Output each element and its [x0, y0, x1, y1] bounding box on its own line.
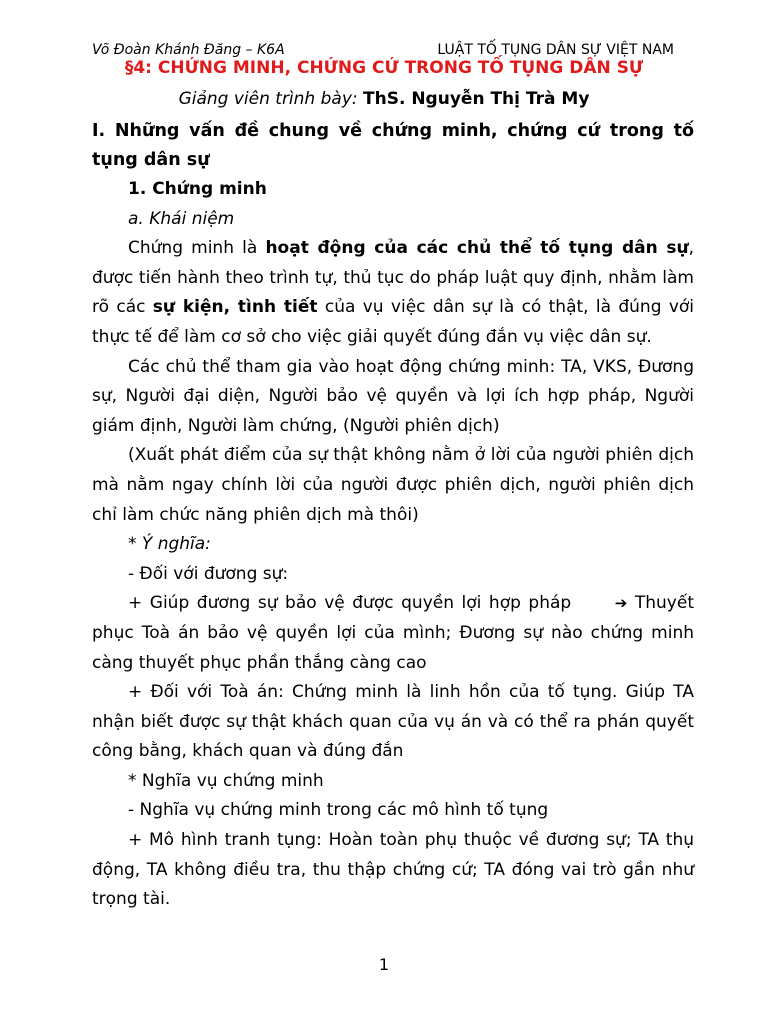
lecturer-name: ThS. Nguyễn Thị Trà My [363, 89, 590, 109]
definition-part-a: Chứng minh là [128, 238, 266, 259]
meaning-heading-italic: Ý nghĩa: [141, 534, 211, 555]
lecturer-label: Giảng viên trình bày: [178, 89, 364, 109]
document-title: §4: CHỨNG MINH, CHỨNG CỨ TRONG TỐ TỤNG DÂN SỰ [124, 58, 644, 78]
definition-part-e: của vụ việc dân sự là có thật, là đúng với thực tế để làm cơ sở cho việc giải quyết đúng đắn vụ việc dân sự. [92, 297, 695, 347]
document-body [92, 117, 694, 915]
benefit-part-b: Thuyết phục Toà án bảo vệ quyền lợi của mình; Đương sự nào chứng minh càng thuyết phục phần thắng càng cao [92, 593, 694, 673]
definition-emphasis-facts: sự kiện, tình tiết [152, 297, 318, 318]
sub-heading: 1. Chứng minh [128, 179, 267, 199]
definition-part-c: , được tiến hành theo trình tự, thủ tục do pháp luật quy định, nhằm làm rõ các [92, 238, 694, 318]
arrow-right-icon: ➔ [614, 594, 628, 613]
benefit-part-a: + Giúp đương sự bảo vệ được quyền lợi hợp pháp [128, 593, 579, 614]
paragraph-definition [92, 234, 694, 352]
header-author: Võ Đoàn Khánh Đăng – K6A [92, 42, 285, 58]
sub-sub-heading: a. Khái niệm [128, 208, 235, 229]
section-heading: I. Những vấn đề chung về chứng minh, chứng cứ trong tố tụng dân sự [92, 121, 694, 170]
paragraph-note: (Xuất phát điểm của sự thật không nằm ở lời của người phiên dịch mà nằm ngay chính lời của người được phiên dịch, người phiên dịch chỉ làm chức năng phiên dịch mà thôi) [92, 445, 694, 525]
paragraph-for-court: + Đối với Toà án: Chứng minh là linh hồn của tố tụng. Giúp TA nhận biết được sự thật khách quan của vụ án và có thể ra phán quyết công bằng, khách quan và đúng đắn [92, 682, 694, 762]
paragraph-adversarial-model: + Mô hình tranh tụng: Hoàn toàn phụ thuộc về đương sự; TA thụ động, TA không điều tra, thu thập chứng cứ; TA đóng vai trò gần như trọng tài. [92, 830, 694, 910]
paragraph-obligation-heading: * Nghĩa vụ chứng minh [128, 770, 324, 791]
header-course: LUẬT TỐ TỤNG DÂN SỰ VIỆT NAM [437, 42, 674, 58]
page-number: 1 [378, 955, 390, 974]
paragraph-participants: Các chủ thể tham gia vào hoạt động chứng minh: TA, VKS, Đương sự, Người đại diện, Người bảo vệ quyền và lợi ích hợp pháp, Người giám định, Người làm chứng, (Người phiên dịch) [92, 356, 694, 436]
meaning-heading-text: * Ý nghĩa: [128, 534, 211, 555]
paragraph-meaning-heading [92, 530, 694, 560]
paragraph-litigant-benefit [92, 589, 694, 678]
paragraph-obligation-models: - Nghĩa vụ chứng minh trong các mô hình tố tụng [128, 800, 549, 821]
lecturer-line [0, 89, 768, 109]
definition-emphasis-subjects: hoạt động của các chủ thể tố tụng dân sự [265, 238, 689, 259]
paragraph-for-litigants: - Đối với đương sự: [128, 563, 289, 584]
